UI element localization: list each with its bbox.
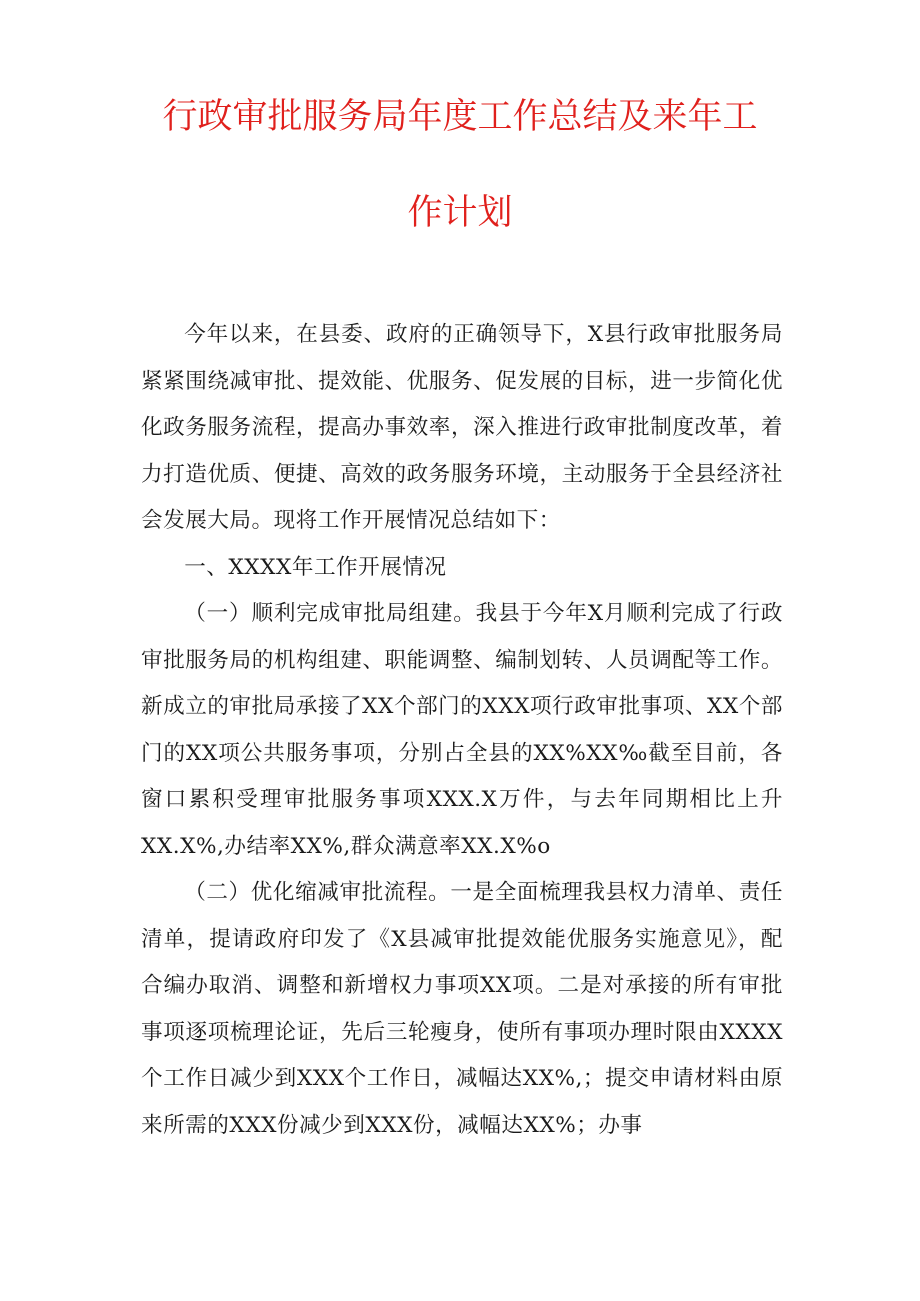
document-body (141, 312, 783, 1149)
intro-paragraph: 今年以来，在县委、政府的正确领导下，X县行政审批服务局紧紧围绕减审批、提效能、优服务、促发展的目标，进一步简化优化政务服务流程，提高办事效率，深入推进行政审批制度改革，着力打造优质、便捷、高效的政务服务环境，主动服务于全县经济社会发展大局。现将工作开展情况总结如下： (141, 322, 783, 533)
document-title-line-1: 行政审批服务局年度工作总结及来年工 (162, 97, 758, 137)
section-heading: 一、XXXX年工作开展情况 (184, 554, 447, 580)
document-title-line-2: 作计划 (407, 193, 513, 233)
paragraph-section-1: （一）顺利完成审批局组建。我县于今年X月顺利完成了行政审批服务局的机构组建、职能调整、编制划转、人员调配等工作。新成立的审批局承接了XX个部门的XXX项行政审批事项、XX个部门的XX项公共服务事项，分别占全县的XX%XX‰截至目前，各窗口累积受理审批服务事项XXX.X万件，与去年同期相比上升XX.X%,办结率XX%,群众满意率XX.X%o (141, 601, 783, 859)
paragraph-section-2: （二）优化缩减审批流程。一是全面梳理我县权力清单、责任清单，提请政府印发了《X县减审批提效能优服务实施意见》，配合编办取消、调整和新增权力事项XX项。二是对承接的所有审批事项逐项梳理论证，先后三轮瘦身，使所有事项办理时限由XXXX个工作日减少到XXX个工作日，减幅达XX%,；提交申请材料由原来所需的XXX份减少到XXX份，减幅达XX%；办事 (141, 880, 783, 1138)
